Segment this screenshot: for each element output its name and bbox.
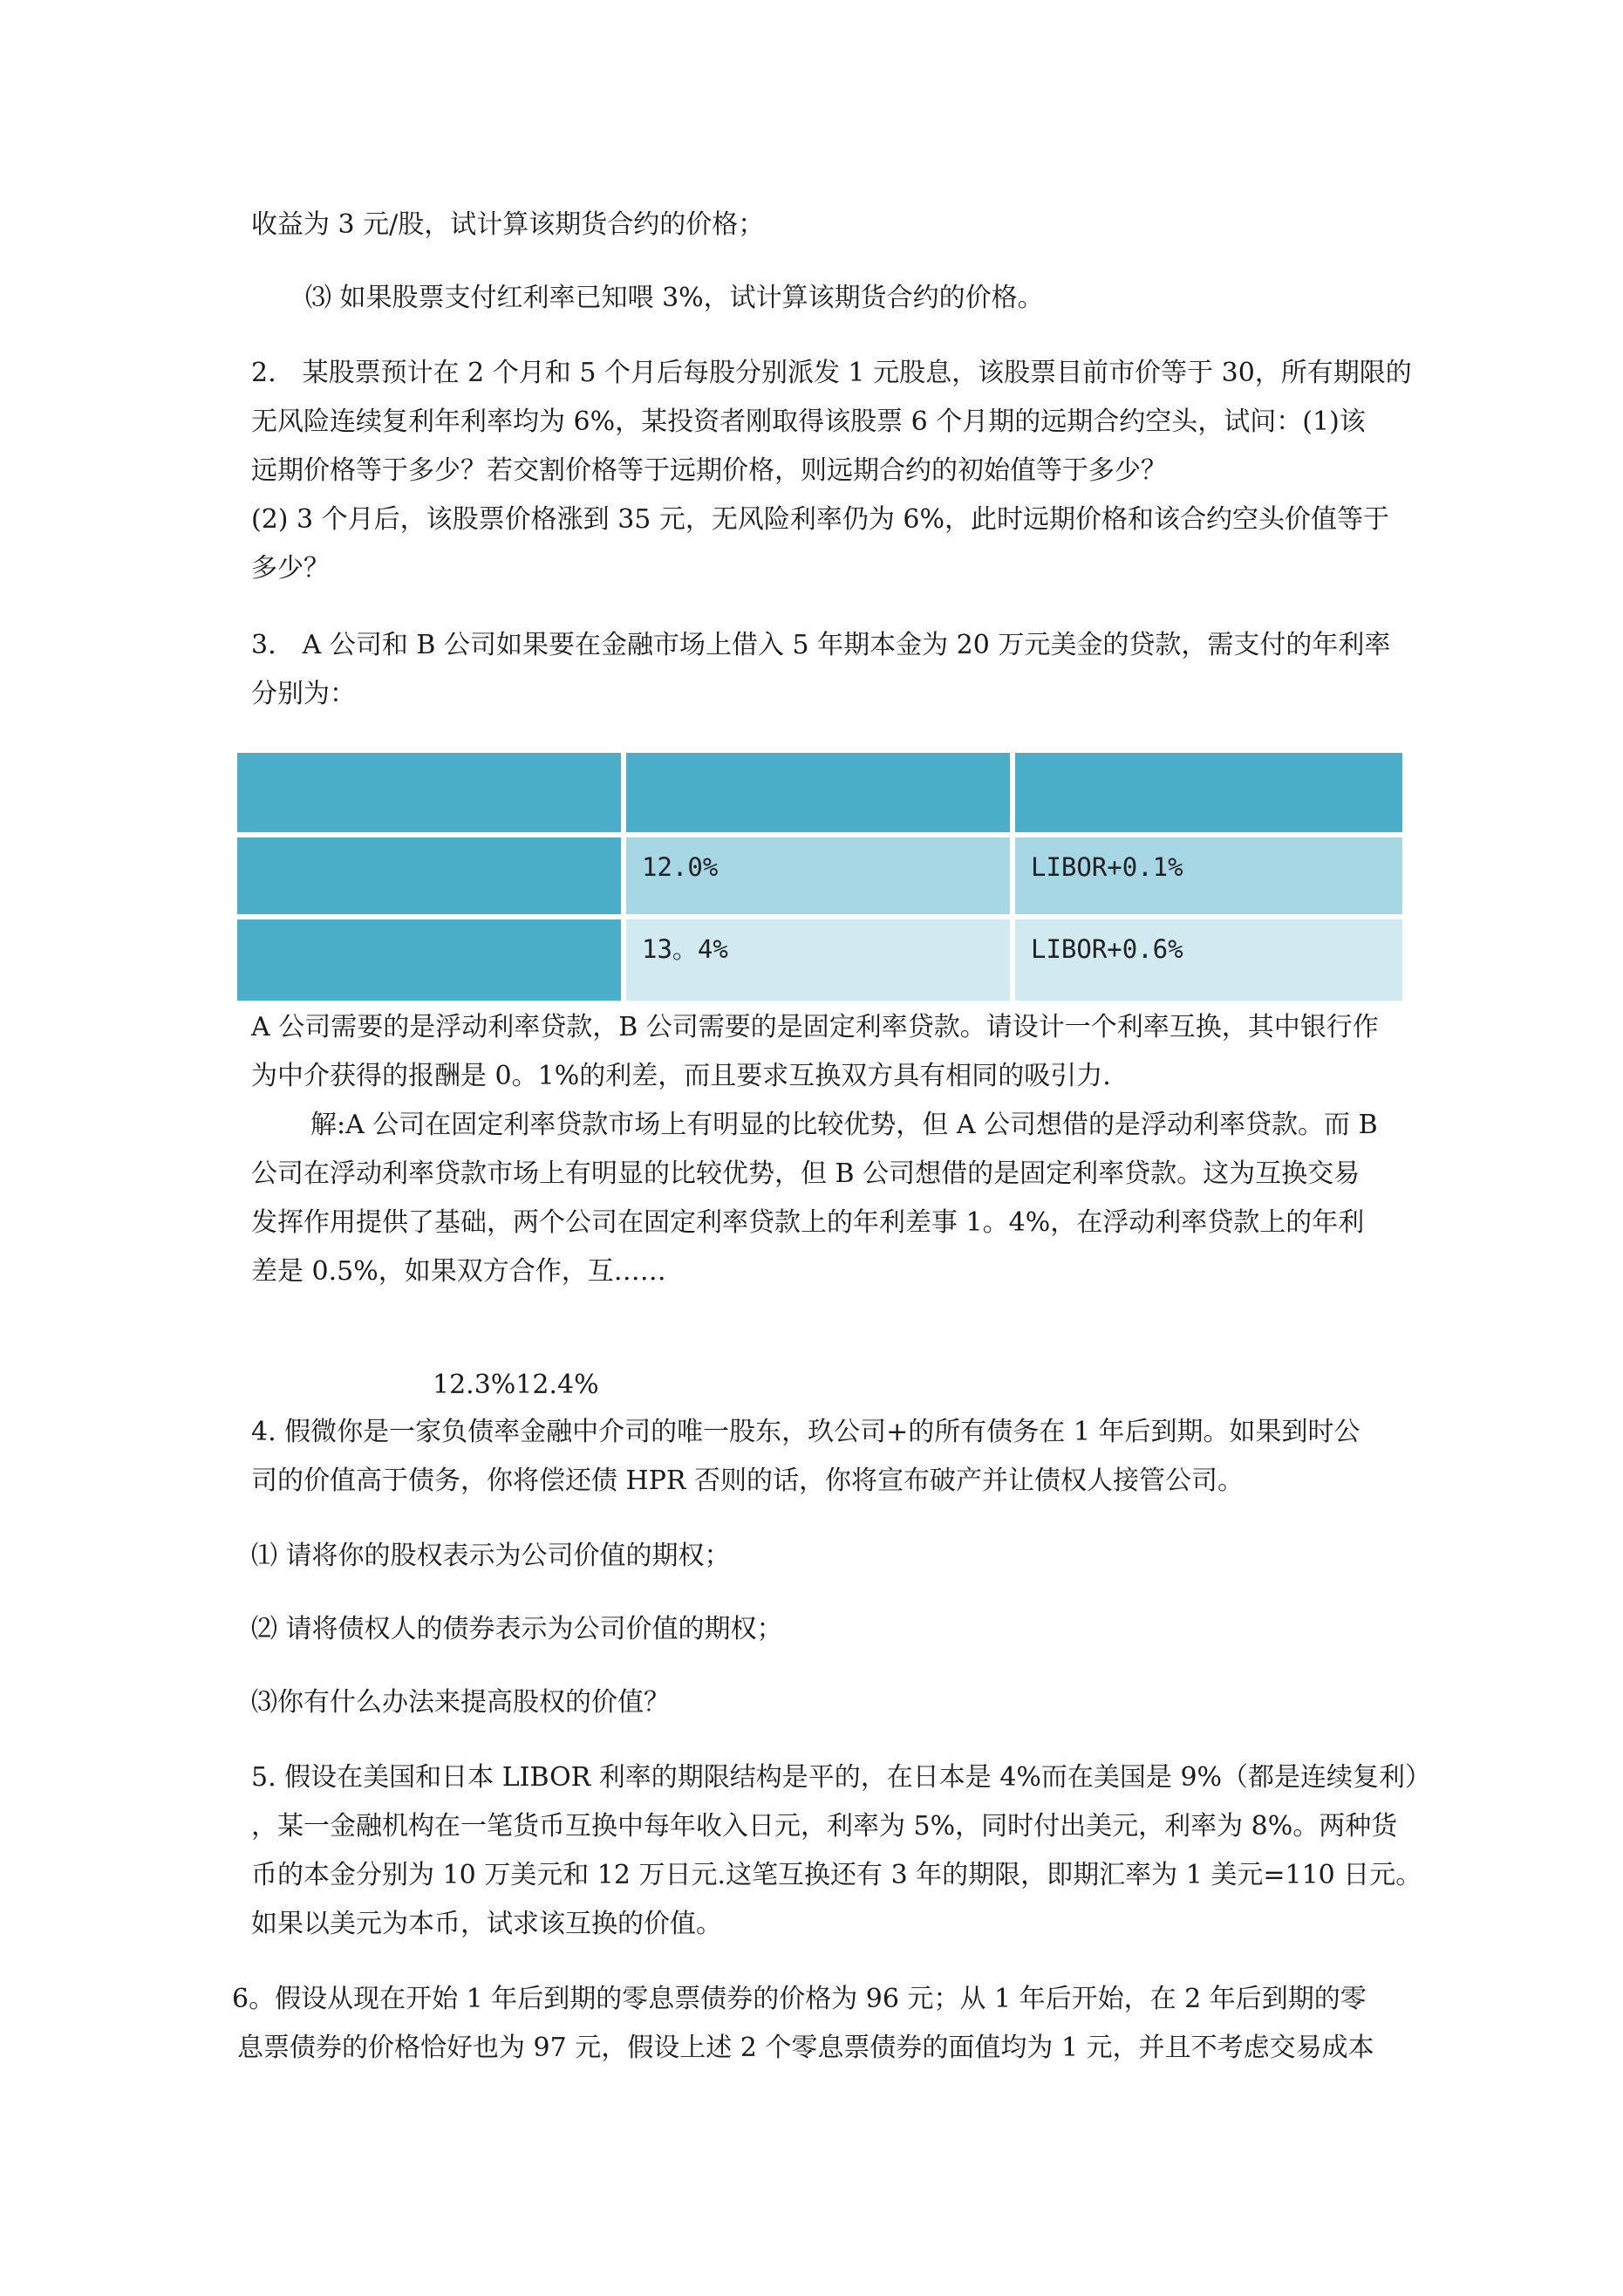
text-line: 无风险连续复利年利率均为 6%，某投资者刚取得该股票 6 个月期的远期合约空头，试问：(1)该 xyxy=(251,407,1366,437)
rate-table xyxy=(237,753,1402,1001)
text-line: ⑵ 请将债权人的债券表示为公司价值的期权； xyxy=(251,1614,783,1644)
text-line: 5. 假设在美国和日本 LIBOR 利率的期限结构是平的，在日本是 4%而在美国是 9%（都是连续复利） xyxy=(251,1762,1432,1793)
text-line: 差是 0.5%，如果双方合作，互…… xyxy=(251,1256,666,1287)
text-line: 币的本金分别为 10 万美元和 12 万日元.这笔互换还有 3 年的期限，即期汇率为 1 美元=110 日元。 xyxy=(251,1860,1422,1890)
table-cell-floating-a: LIBOR+0.1% xyxy=(1015,837,1402,914)
table-header-cell xyxy=(237,753,621,832)
text-line: 6。假设从现在开始 1 年后到期的零息票债券的价格为 96 元；从 1 年后开始，在 2 年后到期的零 xyxy=(232,1984,1367,2014)
table-header-cell xyxy=(626,753,1010,832)
text-line: 2. 某股票预计在 2 个月和 5 个月后每股分别派发 1 元股息，该股票目前市价等于 30，所有期限的 xyxy=(251,358,1412,388)
text-line: 多少？ xyxy=(251,553,330,584)
table-row-label-a xyxy=(237,837,621,914)
text-line: ⑶ 如果股票支付红利率已知喂 3%，试计算该期货合约的价格。 xyxy=(305,283,1044,313)
text-line: 远期价格等于多少？若交割价格等于远期价格，则远期合约的初始值等于多少？ xyxy=(251,455,1167,486)
text-line: 解:A 公司在固定利率贷款市场上有明显的比较优势，但 A 公司想借的是浮动利率贷款。而 B xyxy=(310,1110,1378,1140)
text-line: 司的价值高于债务，你将偿还债 HPR 否则的话，你将宣布破产并让债权人接管公司。 xyxy=(251,1466,1245,1496)
table-header-cell xyxy=(1015,753,1402,832)
text-line: ，某一金融机构在一笔货币互换中每年收入日元，利率为 5%，同时付出美元，利率为 8%。两种货 xyxy=(251,1811,1398,1842)
text-line: 收益为 3 元/股，试计算该期货合约的价格； xyxy=(251,209,765,240)
text-line: ⑶你有什么办法来提高股权的价值？ xyxy=(251,1687,670,1718)
text-line: 分别为： xyxy=(251,679,356,709)
table-cell-fixed-b: 13。4% xyxy=(626,919,1010,1001)
text-line: 3. A 公司和 B 公司如果要在金融市场上借入 5 年期本金为 20 万元美金的贷款，需支付的年利率 xyxy=(251,630,1391,660)
text-line: 息票债券的价格恰好也为 97 元，假设上述 2 个零息票债券的面值均为 1 元，并且不考虑交易成本 xyxy=(237,2033,1374,2063)
text-line: ⑴ 请将你的股权表示为公司价值的期权； xyxy=(251,1541,731,1571)
text-line: 12.3%12.4% xyxy=(433,1370,599,1400)
text-line: A 公司需要的是浮动利率贷款，B 公司需要的是固定利率贷款。请设计一个利率互换，其中银行作 xyxy=(251,1012,1379,1042)
table-cell-floating-b: LIBOR+0.6% xyxy=(1015,919,1402,1001)
table-cell-fixed-a: 12.0% xyxy=(626,837,1010,914)
text-line: (2) 3 个月后，该股票价格涨到 35 元，无风险利率仍为 6%，此时远期价格和该合约空头价值等于 xyxy=(251,504,1390,535)
text-line: 如果以美元为本币，试求该互换的价值。 xyxy=(251,1909,722,1939)
table-row-label-b xyxy=(237,919,621,1001)
text-line: 公司在浮动利率贷款市场上有明显的比较优势，但 B 公司想借的是固定利率贷款。这为互换交易 xyxy=(251,1158,1360,1189)
text-line: 4. 假微你是一家负债率金融中介司的唯一股东，玖公司+的所有债务在 1 年后到期。如果到时公 xyxy=(251,1417,1360,1447)
text-line: 为中介获得的报酬是 0。1%的利差，而且要求互换双方具有相同的吸引力. xyxy=(251,1061,1111,1091)
text-line: 发挥作用提供了基础，两个公司在固定利率贷款上的年利差事 1。4%，在浮动利率贷款上的年利 xyxy=(251,1207,1365,1238)
